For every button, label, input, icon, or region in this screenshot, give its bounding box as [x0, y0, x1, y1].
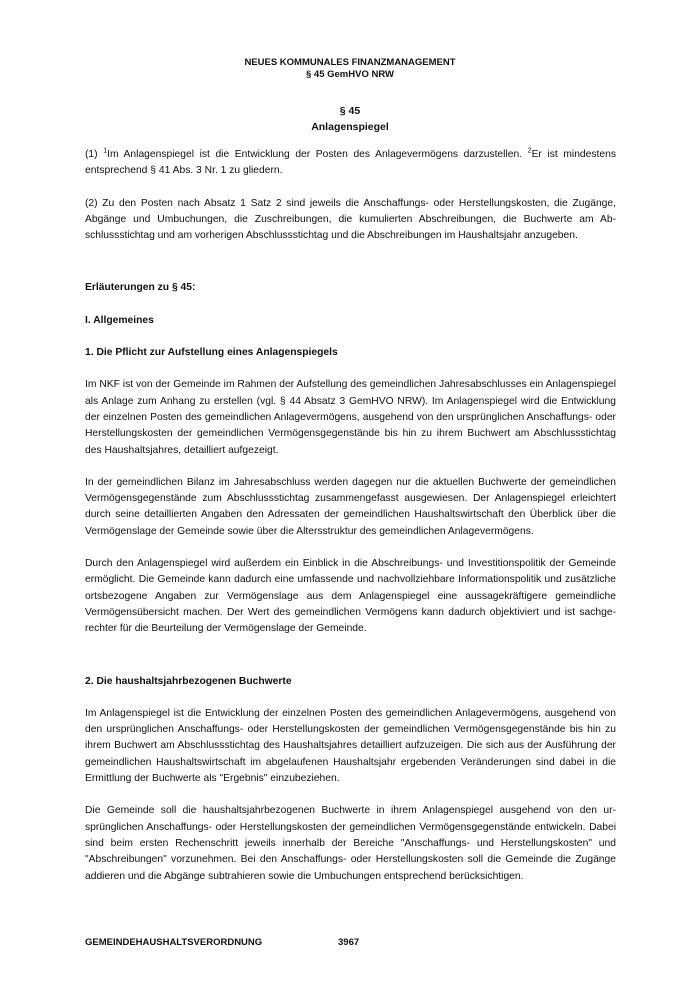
page-number: 3967	[338, 937, 360, 948]
body-paragraph: Die Gemeinde soll die haushaltsjahrbezogenen Buchwerte in ihrem Anlagenspiegel ausgehend von den ursprünglichen Anschaffungs- oder Herstellungskosten der gemeindlichen Vermögensgegenstände entwickeln. Dabei sind beim ersten Rechenschritt jeweils innerhalb der Bereiche "Anschaffungs- und Herstellungskosten" und "Abschreibungen" vorzunehmen. Bei den Anschaffungs- oder Herstellungskosten soll die Gemeinde die Zugänge addieren und die Abgänge subtrahieren sowie die Umbuchungen entsprechend berücksichtigen.	[85, 805, 616, 882]
document-header	[0, 57, 700, 81]
section-title-block	[0, 103, 700, 135]
section-title: Anlagenspiegel	[311, 121, 389, 133]
part-heading: I. Allgemeines	[85, 314, 154, 326]
subsection-heading-1: 1. Die Pflicht zur Aufstellung eines Anlagenspiegels	[85, 347, 338, 359]
body-paragraph: Im Anlagenspiegel ist die Entwicklung der einzelnen Posten des gemeindlichen Anlagevermögens, ausgehend von den ursprünglichen Anschaffungs- oder Herstellungskosten der gemeindlichen Vermögensgegenstände bis hin zu ihrem Buchwert am Abschlussstichtag des Haushaltsjahres detailliert aufzuzeigen. Die sich aus der Ausführung der gemeindlichen Haushaltswirtschaft im abgelaufenen Haushaltsjahr ergebenden Veränderungen sind dabei in die Ermittlung der Buchwerte als "Ergebnis" einzubeziehen.	[85, 707, 616, 785]
body-paragraph: In der gemeindlichen Bilanz im Jahresabschluss werden dagegen nur die aktuellen Buchwerte der gemeindlichen Vermögensgegenstände zum Abschlussstichtag zusammengefasst ausgewiesen. Der Anlagenspiegel erleichtert durch seine detaillierten Angaben den Adressaten der gemeindlichen Haushaltswirtschaft den Überblick über die Vermögenslage der Gemeinde sowie über die Altersstruktur des gemeindlichen Anlagevermögens.	[85, 476, 616, 537]
header-subtitle: § 45 GemHVO NRW	[306, 69, 394, 80]
section-number: § 45	[339, 105, 361, 117]
subsection-heading-2: 2. Die haushaltsjahrbezogenen Buchwerte	[85, 675, 292, 687]
law-paragraph-2: (2) Zu den Posten nach Absatz 1 Satz 2 sind jeweils die Anschaffungs- oder Herstellungskosten, die Zugänge, Abgänge und Umbuchungen, die Zuschreibungen, die kumulierten Abschreibungen, die Buchwerte am Abschlussstichtag und am vorherigen Abschlussstichtag und die Abschreibungen im Haushaltsjahr anzugeben.	[85, 197, 616, 242]
page-footer	[85, 937, 360, 948]
document-body	[85, 147, 616, 885]
explanations-heading: Erläuterungen zu § 45:	[85, 282, 196, 294]
body-paragraph: Durch den Anlagenspiegel wird außerdem ein Einblick in die Abschreibungs- und Investitionspolitik der Gemeinde ermöglicht. Die Gemeinde kann dadurch eine umfassende und nachvollziehbare Informationspolitik und zusätzliche ortsbezogene Angaben zur Vermögenslage aus dem Anlagenspiegel eine aussagekräftigere gemeindliche Vermögensübersicht machen. Der Wert des gemeindlichen Vermögens kann dadurch objektiviert und ist sachgerechter für die Beurteilung der Vermögenslage der Gemeinde.	[85, 558, 616, 635]
body-paragraph: Im NKF ist von der Gemeinde im Rahmen der Aufstellung des gemeindlichen Jahresabschlusses ein Anlagenspiegel als Anlage zum Anhang zu erstellen (vgl. § 44 Absatz 3 GemHVO NRW). Im Anlagenspiegel wird die Entwicklung der einzelnen Posten des gemeindlichen Anlagevermögens, ausgehend von den ursprünglichen Anschaffungs- oder Herstellungskosten der gemeindlichen Vermögensgegenstände bis hin zu ihrem Buchwert am Abschlussstichtag des Haushaltsjahres, detailliert aufgezeigt.	[85, 379, 616, 456]
law-paragraph-1: (1) $^1$Im Anlagenspiegel ist die Entwicklung der Posten des Anlagevermögens darzustellen. $^2$Er ist mindestens entsprechend § 41 Abs. 3 Nr. 1 zu gliedern.	[85, 147, 616, 177]
header-title: NEUES KOMMUNALES FINANZMANAGEMENT	[244, 57, 456, 68]
footer-label: GEMEINDEHAUSHALTSVERORDNUNG	[85, 937, 263, 948]
